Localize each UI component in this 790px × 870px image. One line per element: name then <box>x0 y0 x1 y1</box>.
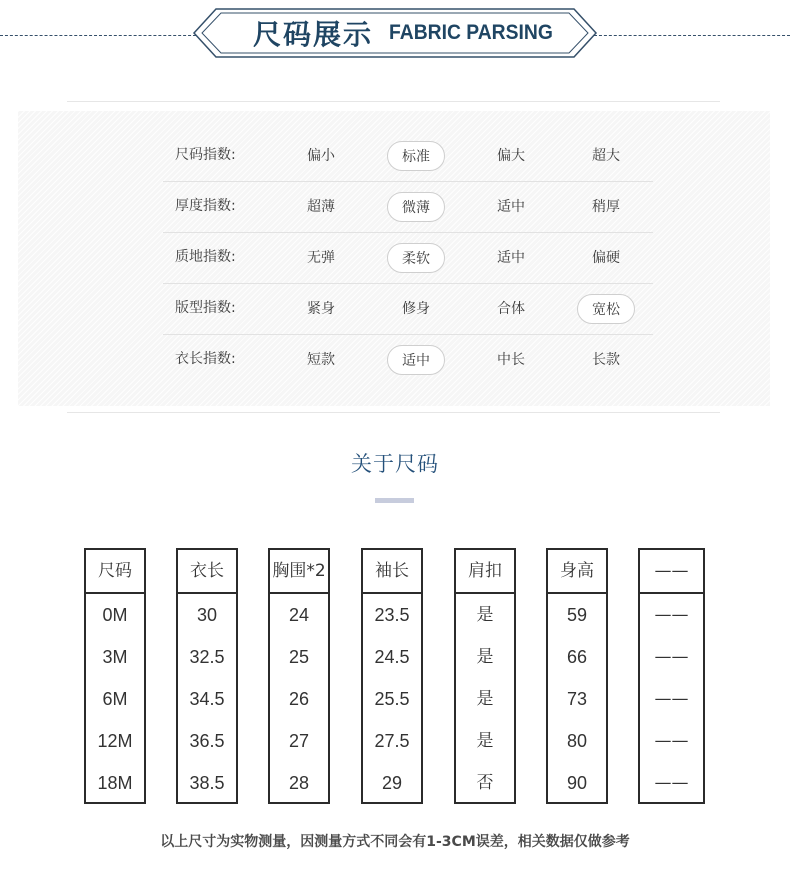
index-row <box>18 181 770 232</box>
size-table-cell: 73 <box>566 689 588 709</box>
size-table-cell: 28 <box>288 773 310 793</box>
size-table-cell: 32.5 <box>189 647 225 667</box>
size-table-cell: —— <box>654 773 689 793</box>
size-table-cell: 27.5 <box>374 731 410 751</box>
size-table-column <box>84 548 146 804</box>
panel-top-divider <box>67 101 720 102</box>
size-table-cell: 是 <box>476 605 494 625</box>
size-table-cell: 3M <box>102 647 128 667</box>
size-table-cell: 59 <box>566 605 588 625</box>
size-table-column <box>176 548 238 804</box>
size-table-column <box>454 548 516 804</box>
index-option: 超薄 <box>307 199 335 215</box>
size-table-cell: 36.5 <box>189 731 225 751</box>
index-option-selected: 适中 <box>387 345 445 375</box>
size-table-column <box>546 548 608 804</box>
size-index-panel <box>18 111 770 406</box>
size-table-header: 尺码 <box>86 550 144 594</box>
size-table-cell: 25 <box>288 647 310 667</box>
index-option-selected: 标准 <box>387 141 445 171</box>
size-table-cell: 12M <box>97 731 133 751</box>
index-option: 无弹 <box>307 250 335 266</box>
size-table-cell: 是 <box>476 689 494 709</box>
size-table-cell: 66 <box>566 647 588 667</box>
size-table-cell: 24.5 <box>374 647 410 667</box>
header-dashed-line-left <box>0 35 196 36</box>
about-size-title: 关于尺码 <box>351 452 439 476</box>
index-row <box>18 130 770 181</box>
index-option-selected: 宽松 <box>577 294 635 324</box>
size-table-cell: 34.5 <box>189 689 225 709</box>
index-option: 中长 <box>497 352 525 368</box>
index-option: 稍厚 <box>592 199 620 215</box>
size-table-cell: —— <box>654 731 689 751</box>
panel-bottom-divider <box>67 412 720 413</box>
size-table-cell: 90 <box>566 773 588 793</box>
size-table-cell: 23.5 <box>374 605 410 625</box>
size-table-cell: —— <box>654 605 689 625</box>
index-row-label: 厚度指数: <box>175 198 236 214</box>
size-table-column <box>268 548 330 804</box>
size-table-header: 胸围*2 <box>270 550 328 594</box>
size-table-header: 肩扣 <box>456 550 514 594</box>
index-option-selected: 微薄 <box>387 192 445 222</box>
size-table-column <box>638 548 705 804</box>
size-table-cell: 25.5 <box>374 689 410 709</box>
index-option: 偏小 <box>307 148 335 164</box>
index-option: 短款 <box>307 352 335 368</box>
size-table-cell: 27 <box>288 731 310 751</box>
index-row <box>18 334 770 385</box>
about-size-accent-bar <box>375 498 414 503</box>
size-table-cell: 26 <box>288 689 310 709</box>
index-row-label: 质地指数: <box>175 249 236 265</box>
size-table-cell: 是 <box>476 731 494 751</box>
size-table-cell: 29 <box>381 773 403 793</box>
size-table-header: 衣长 <box>178 550 236 594</box>
header-dashed-line-right <box>594 35 790 36</box>
index-option: 修身 <box>402 301 430 317</box>
size-table-cell: 24 <box>288 605 310 625</box>
index-row-label: 版型指数: <box>175 300 236 316</box>
size-table-cell: 38.5 <box>189 773 225 793</box>
size-table-cell: 0M <box>102 605 128 625</box>
size-table-cell: 80 <box>566 731 588 751</box>
index-option: 适中 <box>497 250 525 266</box>
index-option-selected: 柔软 <box>387 243 445 273</box>
size-table-cell: —— <box>654 689 689 709</box>
size-table-cell: 6M <box>102 689 128 709</box>
size-table-cell: 18M <box>97 773 133 793</box>
index-option: 偏大 <box>497 148 525 164</box>
index-option: 偏硬 <box>592 250 620 266</box>
size-table-cell: —— <box>654 647 689 667</box>
header-subtitle: FABRIC PARSING <box>389 21 553 44</box>
index-option: 适中 <box>497 199 525 215</box>
size-table-header: 身高 <box>548 550 606 594</box>
size-table-cell: 否 <box>476 773 494 793</box>
size-table-header: —— <box>640 550 703 594</box>
size-table-header: 袖长 <box>363 550 421 594</box>
index-option: 长款 <box>592 352 620 368</box>
index-option: 超大 <box>592 148 620 164</box>
index-option: 合体 <box>497 301 525 317</box>
measurement-footnote: 以上尺寸为实物测量，因测量方式不同会有1-3CM误差，相关数据仅做参考 <box>160 834 630 850</box>
index-row-label: 衣长指数: <box>175 351 236 367</box>
size-table-cell: 30 <box>196 605 218 625</box>
size-table-cell: 是 <box>476 647 494 667</box>
index-option: 紧身 <box>307 301 335 317</box>
header-title: 尺码展示 <box>253 18 374 51</box>
size-table-column <box>361 548 423 804</box>
index-row <box>18 232 770 283</box>
index-row-label: 尺码指数: <box>175 147 236 163</box>
index-row <box>18 283 770 334</box>
